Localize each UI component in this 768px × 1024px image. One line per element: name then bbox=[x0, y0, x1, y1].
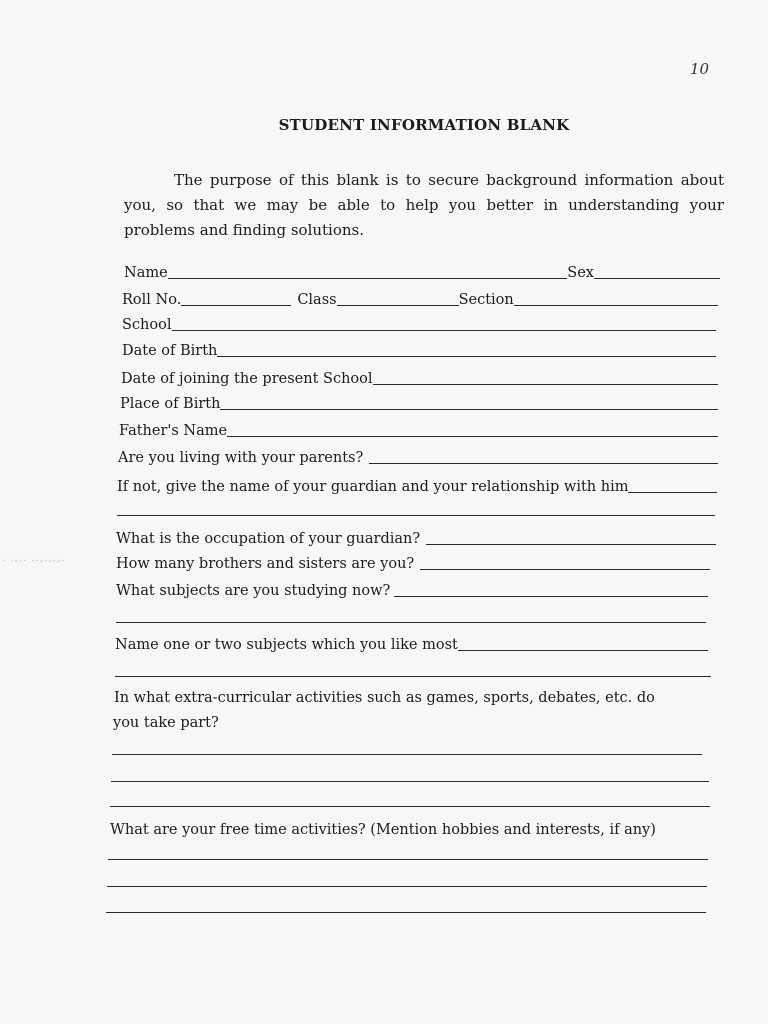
intro-paragraph: The purpose of this blank is to secure background information about you, so that we may be able to help you better in understanding your problems and finding solutions. bbox=[124, 171, 724, 239]
school-label: School bbox=[122, 317, 172, 333]
free-time-field-line-2[interactable] bbox=[107, 886, 707, 887]
guardian-occupation-label: What is the occupation of your guardian? bbox=[116, 531, 421, 547]
free-time-field-line-3[interactable] bbox=[106, 912, 706, 913]
date-joining-label: Date of joining the present School bbox=[121, 371, 373, 387]
section-label: Section bbox=[458, 292, 514, 308]
fathers-name-label: Father's Name bbox=[119, 423, 228, 439]
guardian-occupation-field[interactable] bbox=[426, 530, 716, 545]
subjects-like-row bbox=[115, 634, 708, 654]
name-label: Name bbox=[124, 265, 168, 281]
extra-curricular-field-line-3[interactable] bbox=[110, 806, 710, 807]
living-with-parents-field[interactable] bbox=[369, 449, 718, 464]
subjects-now-field-line-2[interactable] bbox=[116, 622, 706, 623]
section-field[interactable] bbox=[514, 291, 718, 306]
form-title: STUDENT INFORMATION BLANK bbox=[278, 116, 570, 134]
name-sex-row bbox=[124, 262, 720, 282]
roll-no-label: Roll No. bbox=[122, 292, 182, 308]
free-time-field-line-1[interactable] bbox=[108, 859, 708, 860]
dob-row bbox=[122, 340, 716, 360]
extra-curricular-row-1 bbox=[114, 687, 714, 707]
free-time-label: What are your free time activities? (Mention hobbies and interests, if any) bbox=[110, 822, 656, 838]
scan-artifact: · ·-·· ··-·-·-· bbox=[2, 556, 66, 567]
page-number: 10 bbox=[690, 60, 710, 78]
class-field[interactable] bbox=[337, 291, 459, 306]
dob-label: Date of Birth bbox=[122, 343, 218, 359]
extra-curricular-field-line-1[interactable] bbox=[112, 754, 702, 755]
dob-field[interactable] bbox=[217, 342, 716, 357]
siblings-field[interactable] bbox=[420, 555, 710, 570]
subjects-now-field[interactable] bbox=[394, 582, 708, 597]
school-field[interactable] bbox=[172, 316, 717, 331]
place-of-birth-row bbox=[120, 393, 718, 413]
subjects-now-row bbox=[116, 580, 708, 600]
living-with-parents-row bbox=[118, 447, 718, 467]
fathers-name-row bbox=[119, 420, 718, 440]
date-joining-row bbox=[121, 368, 718, 388]
siblings-label: How many brothers and sisters are you? bbox=[116, 556, 415, 572]
living-with-parents-label: Are you living with your parents? bbox=[118, 450, 364, 466]
subjects-like-field-line-2[interactable] bbox=[115, 676, 711, 677]
subjects-now-label: What subjects are you studying now? bbox=[116, 583, 391, 599]
date-joining-field[interactable] bbox=[373, 370, 719, 385]
class-label: Class bbox=[297, 292, 337, 308]
siblings-row bbox=[116, 553, 710, 573]
free-time-row bbox=[110, 819, 710, 839]
place-of-birth-field[interactable] bbox=[220, 395, 718, 410]
extra-curricular-row-2 bbox=[113, 712, 713, 732]
extra-curricular-label-2: you take part? bbox=[113, 715, 219, 731]
sex-label: Sex bbox=[567, 265, 594, 281]
guardian-occupation-row bbox=[116, 528, 716, 548]
guardian-field-line-2[interactable] bbox=[117, 515, 715, 516]
place-of-birth-label: Place of Birth bbox=[120, 396, 221, 412]
extra-curricular-label-1: In what extra-curricular activities such as games, sports, debates, etc. do bbox=[114, 690, 655, 706]
subjects-like-label: Name one or two subjects which you like most bbox=[115, 637, 458, 653]
guardian-label: If not, give the name of your guardian and your relationship with him bbox=[117, 479, 629, 495]
guardian-field[interactable] bbox=[628, 478, 717, 493]
subjects-like-field[interactable] bbox=[458, 636, 708, 651]
name-field[interactable] bbox=[168, 264, 568, 279]
extra-curricular-field-line-2[interactable] bbox=[111, 781, 709, 782]
roll-class-section-row bbox=[122, 289, 718, 309]
guardian-row bbox=[117, 476, 717, 496]
roll-no-field[interactable] bbox=[181, 291, 291, 306]
school-row bbox=[122, 314, 716, 334]
fathers-name-field[interactable] bbox=[227, 422, 718, 437]
sex-field[interactable] bbox=[594, 264, 720, 279]
